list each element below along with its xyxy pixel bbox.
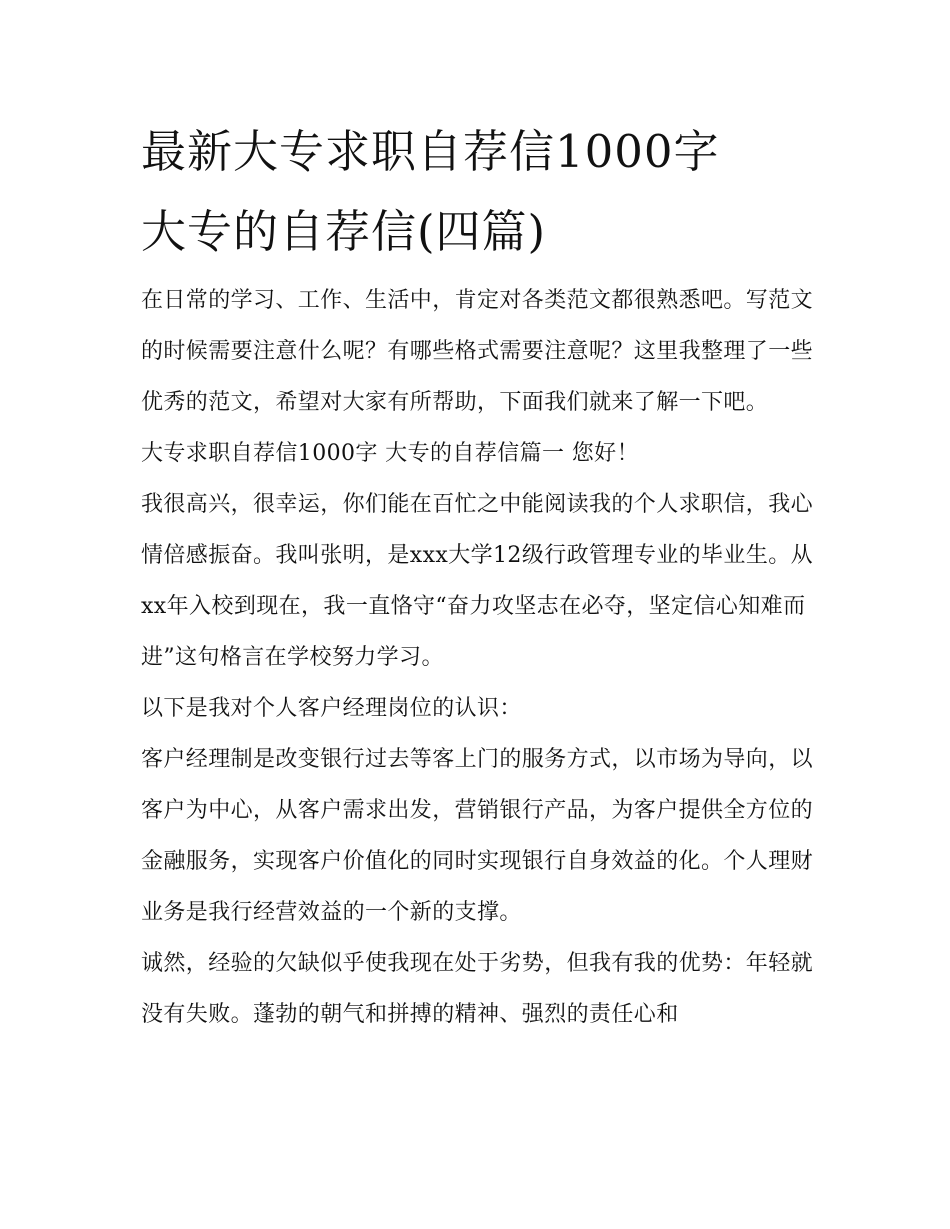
title-line-2: 大专的自荐信(四篇) <box>141 205 547 258</box>
document-body <box>141 275 821 1040</box>
paragraph-heading-greeting: 大专求职自荐信1000字 大专的自荐信篇一 您好！ <box>141 441 639 466</box>
paragraph-account-manager: 客户经理制是改变银行过去等客上门的服务方式，以市场为导向，以客户为中心，从客户需求出发，营销银行产品，为客户提供全方位的金融服务，实现客户价值化的同时实现银行自身效益的化。个人理财业务是我行经营效益的一个新的支撑。 <box>141 747 814 925</box>
paragraph-self-introduction: 我很高兴，很幸运，你们能在百忙之中能阅读我的个人求职信，我心情倍感振奋。我叫张明，是xxx大学12级行政管理专业的毕业生。从xx年入校到现在，我一直恪守“奋力攻坚志在必夺，坚定信心知难而进”这句格言在学校努力学习。 <box>141 492 814 670</box>
title-line-1: 最新大专求职自荐信1000字 <box>141 125 720 178</box>
paragraph-role-understanding: 以下是我对个人客户经理岗位的认识： <box>141 696 522 721</box>
paragraph-intro: 在日常的学习、工作、生活中，肯定对各类范文都很熟悉吧。写范文的时候需要注意什么呢？有哪些格式需要注意呢？这里我整理了一些优秀的范文，希望对大家有所帮助，下面我们就来了解一下吧。 <box>141 288 814 415</box>
paragraph-advantages: 诚然，经验的欠缺似乎使我现在处于劣势，但我有我的优势：年轻就没有失败。蓬勃的朝气和拼搏的精神、强烈的责任心和 <box>141 951 814 1027</box>
document-title <box>141 112 821 272</box>
